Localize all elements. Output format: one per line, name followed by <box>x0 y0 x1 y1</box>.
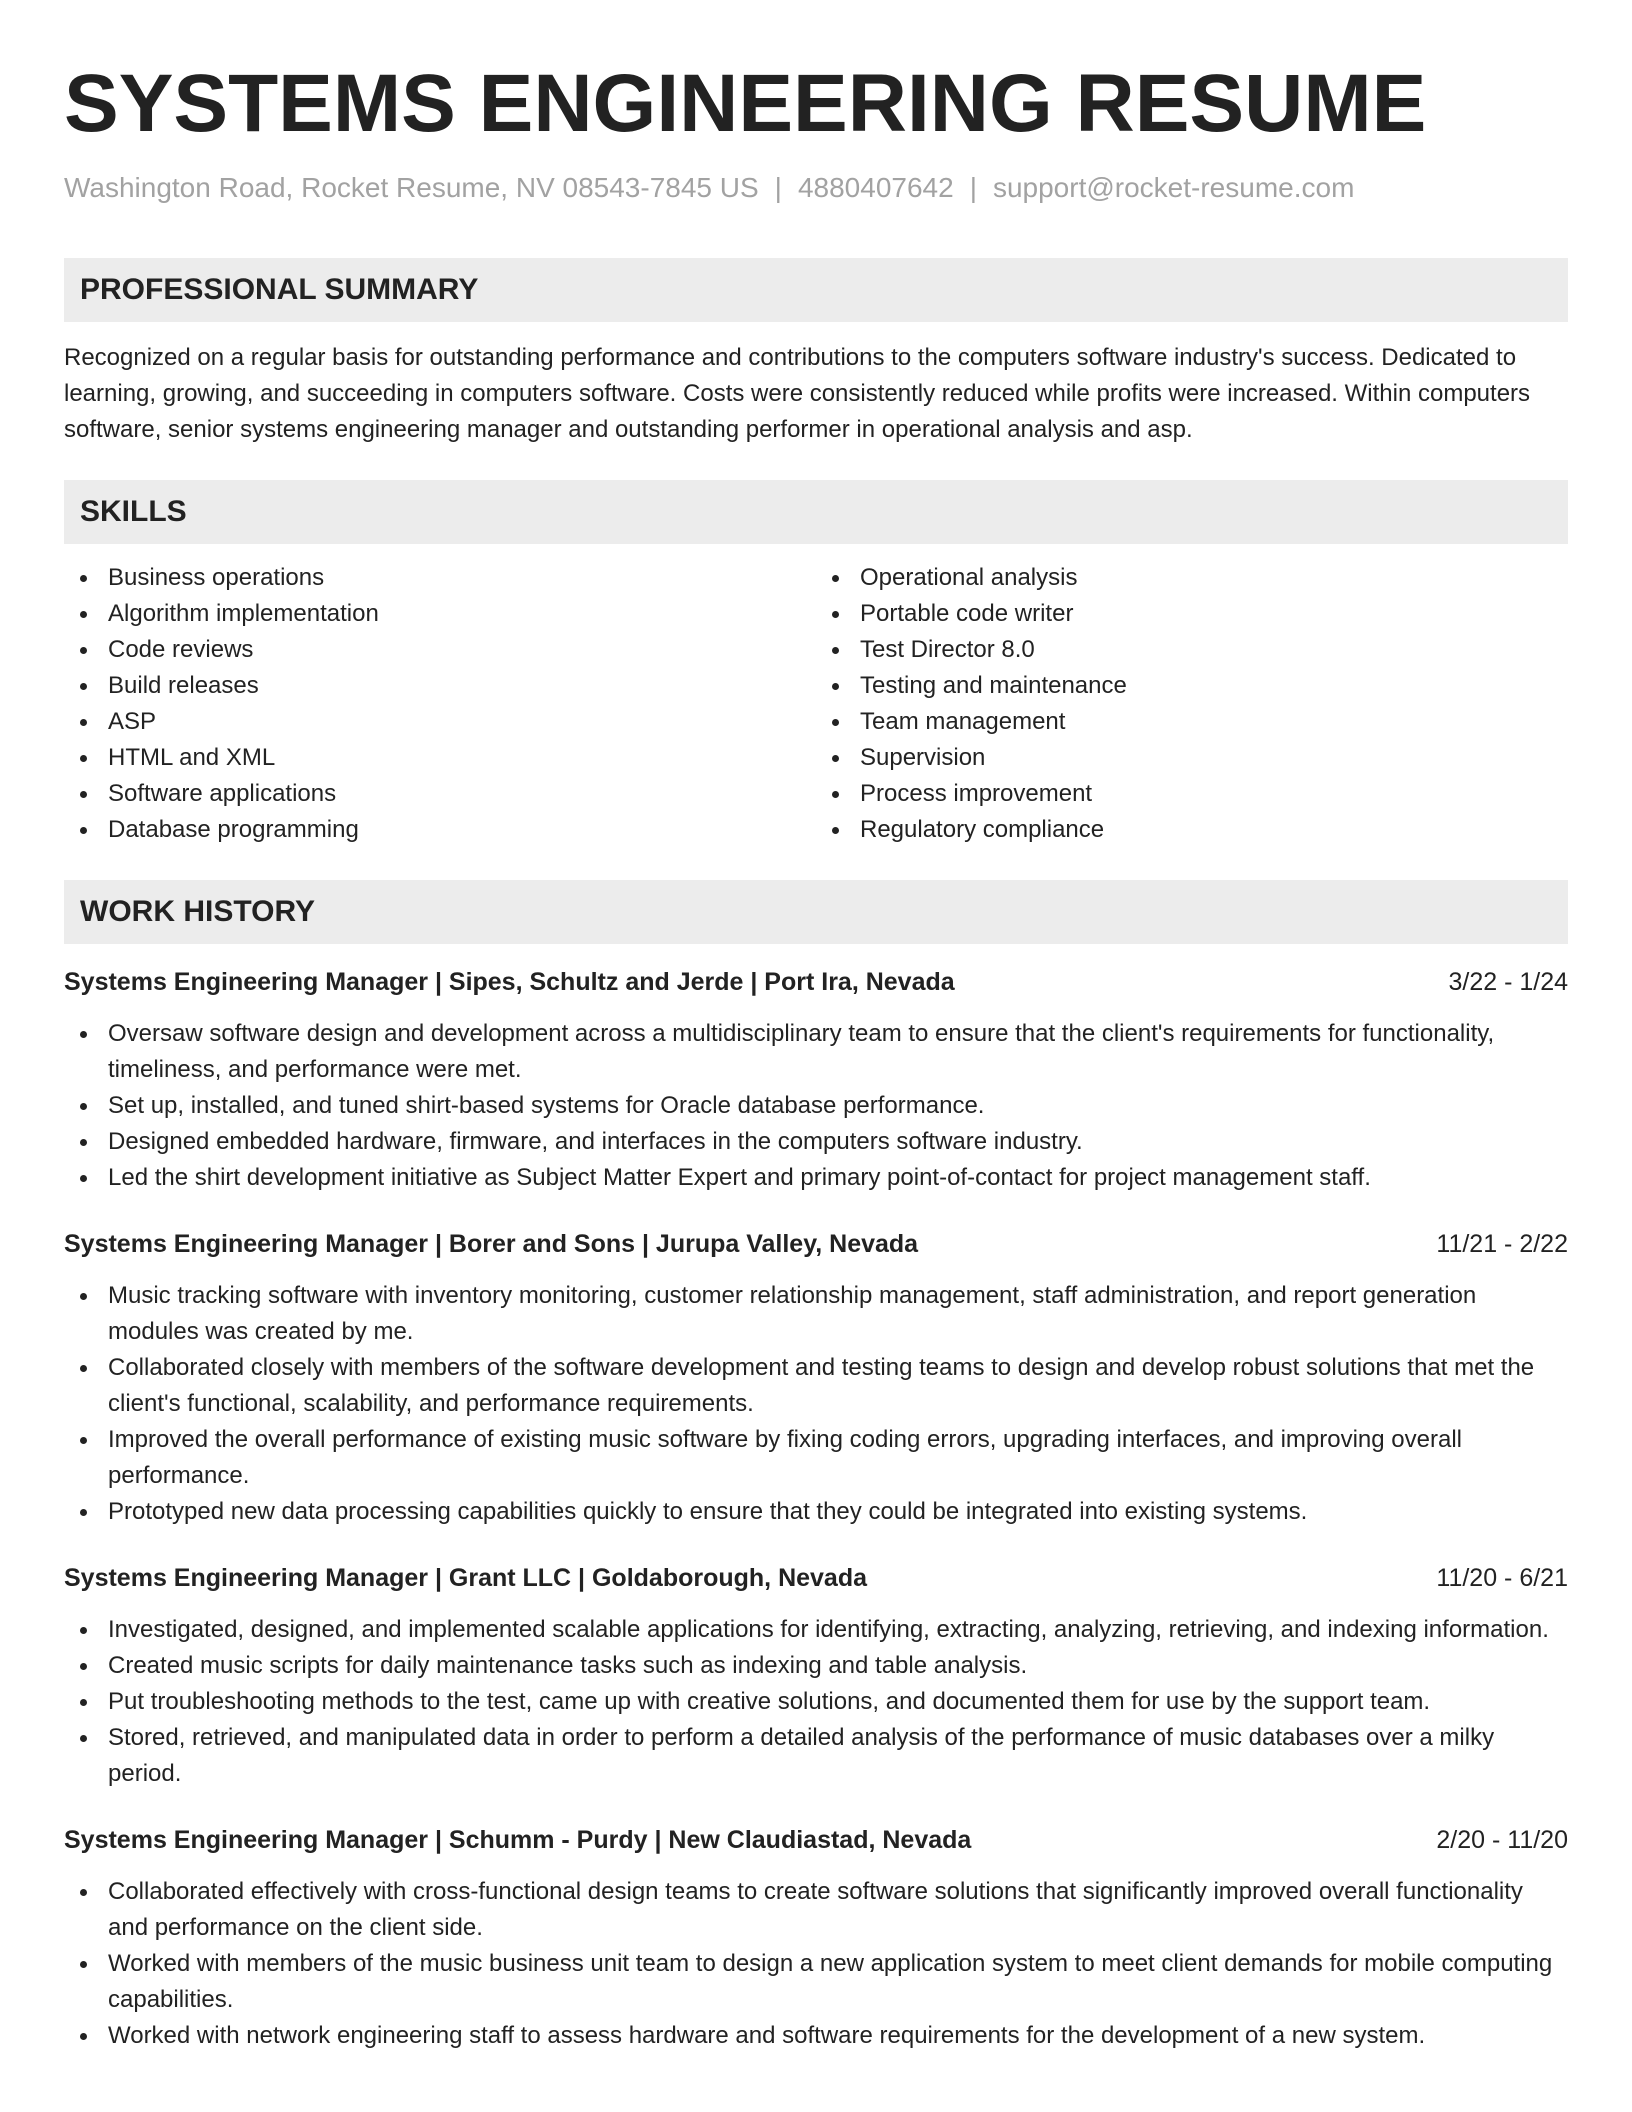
skills-column-left <box>64 560 816 848</box>
contact-email: support@rocket-resume.com <box>992 172 1355 203</box>
job-bullet: Investigated, designed, and implemented scalable applications for identifying, extracting, analyzing, retrieving, and indexing information. <box>64 1612 1568 1648</box>
job-bullet: Put troubleshooting methods to the test, came up with creative solutions, and documented them for use by the support team. <box>64 1684 1568 1720</box>
contact-phone: 4880407642 <box>797 172 954 203</box>
job-bullet: Oversaw software design and development across a multidisciplinary team to ensure that the client's requirements for functionality, timeliness, and performance were met. <box>64 1016 1568 1088</box>
skill-item: Team management <box>816 704 1568 740</box>
skill-item: Process improvement <box>816 776 1568 812</box>
summary-text: Recognized on a regular basis for outstanding performance and contributions to the computers software industry's success. Dedicated to learning, growing, and succeeding in computers software. Costs were consistently reduced while profits were increased. Within computers software, senior systems engineering manager and outstanding performer in operational analysis and asp. <box>64 344 1531 443</box>
section-header-skills: SKILLS <box>64 480 1568 544</box>
job-bullets <box>64 1612 1568 1792</box>
contact-line <box>64 168 1568 208</box>
skill-item: HTML and XML <box>64 740 816 776</box>
contact-address: Washington Road, Rocket Resume, NV 08543-7845 US <box>64 172 759 203</box>
skill-item: Database programming <box>64 812 816 848</box>
skill-item: Testing and maintenance <box>816 668 1568 704</box>
section-header-summary: PROFESSIONAL SUMMARY <box>64 258 1568 322</box>
job-bullets <box>64 1016 1568 1196</box>
job-bullet: Improved the overall performance of existing music software by fixing coding errors, upgrading interfaces, and improving overall performance. <box>64 1422 1568 1494</box>
job-header <box>64 1226 1568 1262</box>
job-bullet: Music tracking software with inventory monitoring, customer relationship management, staff administration, and report generation modules was created by me. <box>64 1278 1568 1350</box>
skill-item: Business operations <box>64 560 816 596</box>
resume-title: SYSTEMS ENGINEERING RESUME <box>64 58 1427 149</box>
job-entry <box>64 1560 1568 1792</box>
job-bullets <box>64 1874 1568 2054</box>
contact-separator: | <box>774 172 782 203</box>
skill-item: Supervision <box>816 740 1568 776</box>
job-entry <box>64 1226 1568 1530</box>
job-header <box>64 1822 1568 1858</box>
job-bullet: Created music scripts for daily maintenance tasks such as indexing and table analysis. <box>64 1648 1568 1684</box>
job-bullet: Worked with network engineering staff to assess hardware and software requirements for the development of a new system. <box>64 2018 1568 2054</box>
skill-item: Software applications <box>64 776 816 812</box>
skill-item: Algorithm implementation <box>64 596 816 632</box>
job-dates: 11/21 - 2/22 <box>1436 1230 1568 1258</box>
job-title: Systems Engineering Manager | Schumm - Purdy | New Claudiastad, Nevada <box>64 1826 972 1854</box>
skill-item: Operational analysis <box>816 560 1568 596</box>
job-title: Systems Engineering Manager | Sipes, Schultz and Jerde | Port Ira, Nevada <box>64 968 955 996</box>
job-title: Systems Engineering Manager | Grant LLC | Goldaborough, Nevada <box>64 1564 868 1592</box>
job-bullet: Stored, retrieved, and manipulated data in order to perform a detailed analysis of the performance of music databases over a milky period. <box>64 1720 1568 1792</box>
job-bullet: Prototyped new data processing capabilities quickly to ensure that they could be integrated into existing systems. <box>64 1494 1568 1530</box>
job-bullet: Collaborated closely with members of the software development and testing teams to design and develop robust solutions that met the client's functional, scalability, and performance requirements. <box>64 1350 1568 1422</box>
skill-item: Build releases <box>64 668 816 704</box>
job-bullet: Collaborated effectively with cross-functional design teams to create software solutions that significantly improved overall functionality and performance on the client side. <box>64 1874 1568 1946</box>
job-dates: 3/22 - 1/24 <box>1448 968 1568 996</box>
job-entry <box>64 964 1568 1196</box>
job-bullet: Worked with members of the music business unit team to design a new application system to meet client demands for mobile computing capabilities. <box>64 1946 1568 2018</box>
section-header-work-history: WORK HISTORY <box>64 880 1568 944</box>
job-header <box>64 1560 1568 1596</box>
job-bullet: Designed embedded hardware, firmware, and interfaces in the computers software industry. <box>64 1124 1568 1160</box>
skill-item: Portable code writer <box>816 596 1568 632</box>
job-bullet: Set up, installed, and tuned shirt-based systems for Oracle database performance. <box>64 1088 1568 1124</box>
skills-column-right <box>816 560 1568 848</box>
job-bullet: Led the shirt development initiative as Subject Matter Expert and primary point-of-contact for project management staff. <box>64 1160 1568 1196</box>
job-header <box>64 964 1568 1000</box>
skills-list <box>64 560 1568 848</box>
skill-item: Code reviews <box>64 632 816 668</box>
job-entry <box>64 1822 1568 2054</box>
job-dates: 11/20 - 6/21 <box>1436 1564 1568 1592</box>
job-dates: 2/20 - 11/20 <box>1436 1826 1568 1854</box>
contact-separator: | <box>969 172 977 203</box>
job-bullets <box>64 1278 1568 1530</box>
skill-item: Regulatory compliance <box>816 812 1568 848</box>
job-title: Systems Engineering Manager | Borer and Sons | Jurupa Valley, Nevada <box>64 1230 919 1258</box>
skill-item: ASP <box>64 704 816 740</box>
skill-item: Test Director 8.0 <box>816 632 1568 668</box>
